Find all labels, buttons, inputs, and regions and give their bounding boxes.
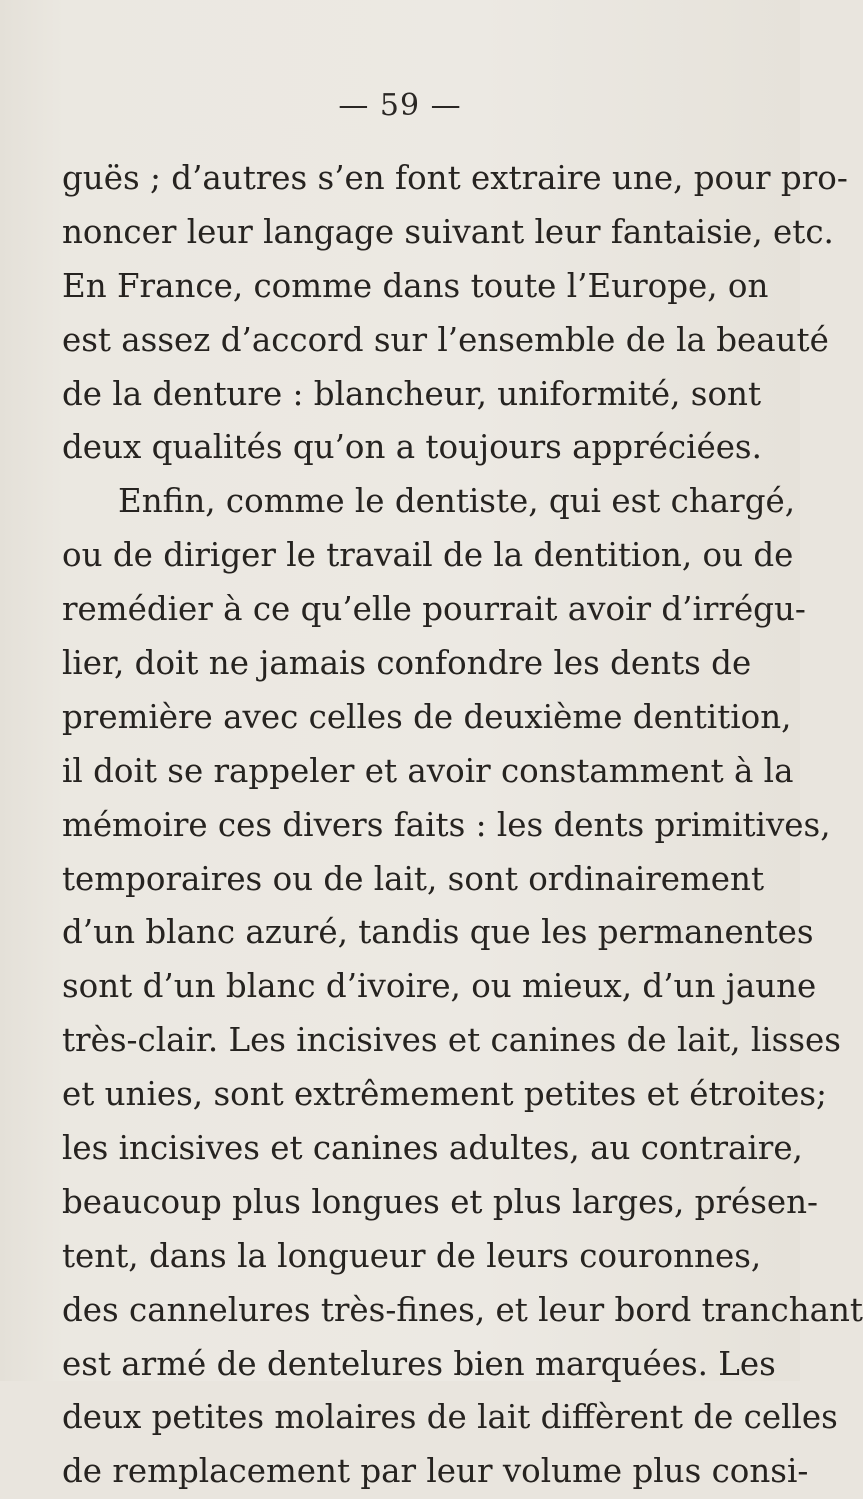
text-line: mémoire ces divers faits : les dents primitives, bbox=[62, 805, 831, 844]
text-line: très-clair. Les incisives et canines de lait, lisses bbox=[62, 1021, 841, 1060]
page-number: — 59 — bbox=[338, 88, 462, 123]
text-line: est assez d’accord sur l’ensemble de la beauté bbox=[62, 320, 829, 359]
text-line: deux petites molaires de lait diffèrent de celles bbox=[62, 1398, 838, 1437]
text-line: il doit se rappeler et avoir constamment à la bbox=[62, 751, 794, 790]
text-line: remédier à ce qu’elle pourrait avoir d’irrégu- bbox=[62, 590, 806, 629]
text-line: temporaires ou de lait, sont ordinairement bbox=[62, 859, 765, 898]
text-line: lier, doit ne jamais confondre les dents de bbox=[62, 644, 752, 683]
body-text bbox=[62, 152, 863, 1499]
text-line: de remplacement par leur volume plus consi- bbox=[62, 1452, 809, 1491]
text-line: est armé de dentelures bien marquées. Les bbox=[62, 1344, 776, 1383]
text-line: En France, comme dans toute l’Europe, on bbox=[62, 266, 769, 305]
text-line: tent, dans la longueur de leurs couronnes, bbox=[62, 1236, 762, 1275]
text-line: guës ; d’autres s’en font extraire une, pour pro- bbox=[62, 159, 848, 197]
text-line: et unies, sont extrêmement petites et étroites; bbox=[62, 1075, 827, 1114]
text-line: des cannelures très-fines, et leur bord tranchant bbox=[62, 1290, 863, 1329]
text-line: ou de diriger le travail de la dentition, ou de bbox=[62, 536, 794, 575]
text-line: de la denture : blancheur, uniformité, sont bbox=[62, 374, 762, 413]
text-line: Enfin, comme le dentiste, qui est chargé, bbox=[118, 482, 796, 521]
text-line: beaucoup plus longues et plus larges, présen- bbox=[62, 1182, 819, 1221]
text-line: les incisives et canines adultes, au contraire, bbox=[62, 1129, 803, 1168]
text-line: deux qualités qu’on a toujours appréciées. bbox=[62, 428, 762, 467]
text-line: d’un blanc azuré, tandis que les permanentes bbox=[62, 913, 814, 952]
text-line: première avec celles de deuxième dentition, bbox=[62, 697, 792, 736]
text-line: sont d’un blanc d’ivoire, ou mieux, d’un jaune bbox=[62, 967, 817, 1006]
text-line: noncer leur langage suivant leur fantaisie, etc. bbox=[62, 212, 834, 251]
